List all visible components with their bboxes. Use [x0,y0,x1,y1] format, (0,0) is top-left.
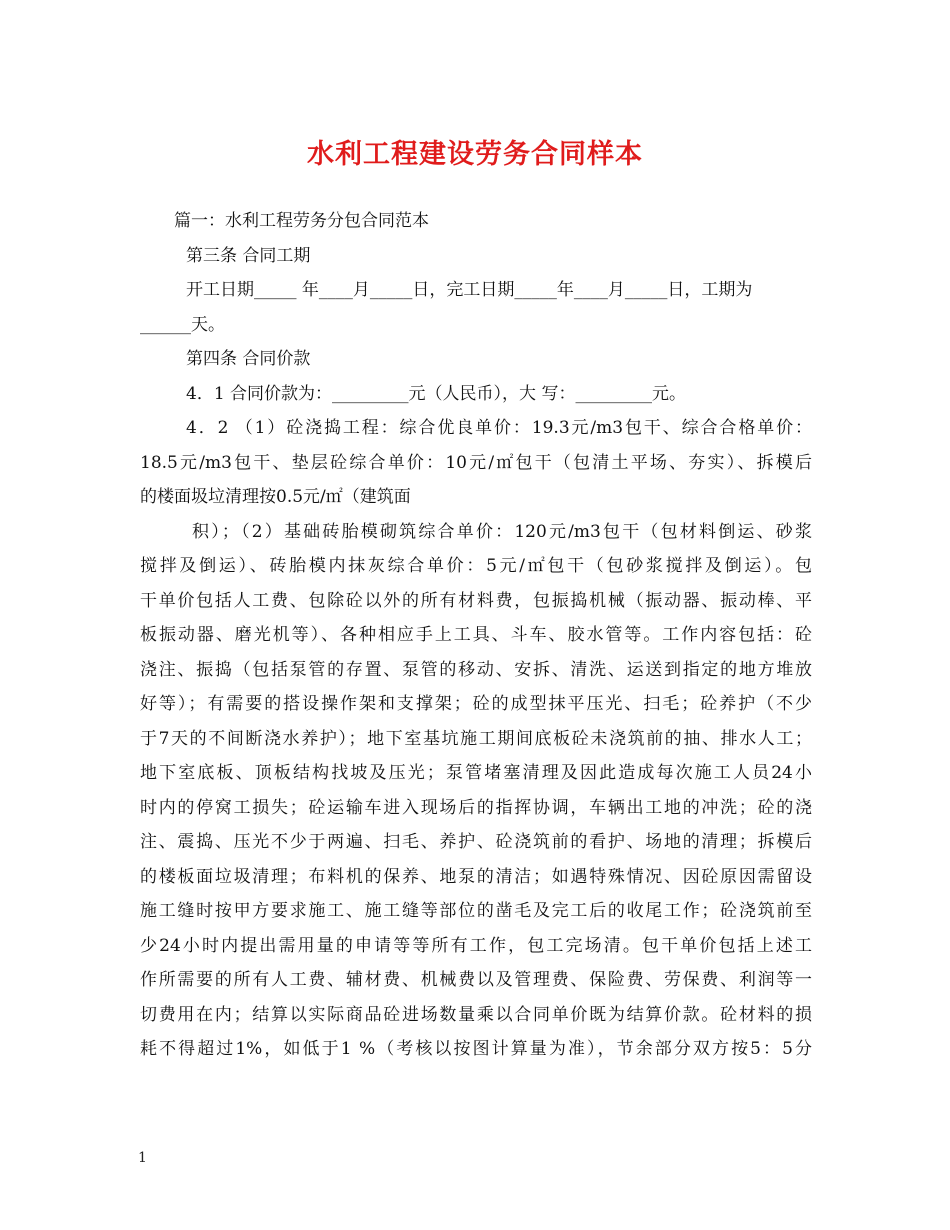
text-line: 少24小时内提出需用量的申请等等所有工作，包工完场清。包干单价包括上述工 [140,935,812,956]
text-line: 积）；（2）基础砖胎模砌筑综合单价：120元/m3包干（包材料倒运、砂浆 [192,521,812,542]
text-line: 第四条 合同价款 [186,349,311,369]
text-line: 浇注、振捣（包括泵管的存置、泵管的移动、安拆、清洗、运送到指定的地方堆放 [140,659,812,680]
text-line: 耗不得超过1%，如低于1 %（考核以按图计算量为准），节余部分双方按5：5分 [140,1039,812,1059]
text-line: 于7天的不间断浇水养护）；地下室基坑施工期间底板砼未浇筑前的抽、排水人工； [140,728,812,749]
text-line: 时内的停窝工损失；砼运输车进入现场后的指挥协调，车辆出工地的冲洗；砼的浇 [140,797,812,818]
text-line: ______天。 [140,314,225,335]
text-line: 篇一：水利工程劳务分包合同范本 [174,211,429,231]
text-line: 4．1 合同价款为：_________元（人民币），大 写：_________元。 [186,383,686,404]
text-line: 的楼板面垃圾清理；布料机的保养、地泵的清洁；如遇特殊情况、因砼原因需留设 [140,866,812,887]
text-line: 板振动器、磨光机等）、各种相应手上工具、斗车、胶水管等。工作内容包括：砼 [140,625,812,645]
text-line: 搅拌及倒运）、砖胎模内抹灰综合单价：5元/㎡包干（包砂浆搅拌及倒运）。包 [140,556,812,576]
document-title: 水利工程建设劳务合同样本 [307,139,643,170]
text-line: 好等）；有需要的搭设操作架和支撑架；砼的成型抹平压光、扫毛；砼养护（不少 [140,694,812,714]
text-line: 干单价包括人工费、包除砼以外的所有材料费，包振捣机械（振动器、振动棒、平 [140,590,812,611]
document-body [140,204,812,1067]
text-line: 第三条 合同工期 [186,245,311,266]
text-line: 地下室底板、顶板结构找坡及压光；泵管堵塞清理及因此造成每次施工人员24小 [140,763,812,783]
text-line: 注、震捣、压光不少于两遍、扫毛、养护、砼浇筑前的看护、场地的清理；拆模后 [140,832,812,852]
text-line: 作所需要的所有人工费、辅材费、机械费以及管理费、保险费、劳保费、利润等一 [140,970,812,990]
text-line: 4．2 （1）砼浇捣工程：综合优良单价：19.3元/m3包干、综合合格单价： [186,418,812,438]
text-line: 施工缝时按甲方要求施工、施工缝等部位的凿毛及完工后的收尾工作；砼浇筑前至 [140,901,812,921]
text-line: 切费用在内；结算以实际商品砼进场数量乘以合同单价既为结算价款。砼材料的损 [140,1004,812,1025]
page-number: 1 [138,1150,147,1166]
text-line: 18.5元/m3包干、垫层砼综合单价：10元/㎡包干（包清土平场、夯实）、拆模后 [140,452,812,473]
text-line: 的楼面圾垃清理按0.5元/㎡（建筑面 [140,487,411,507]
text-line: 开工日期_____ 年____月_____日，完工日期_____年____月_____日，工期为 [186,280,753,300]
